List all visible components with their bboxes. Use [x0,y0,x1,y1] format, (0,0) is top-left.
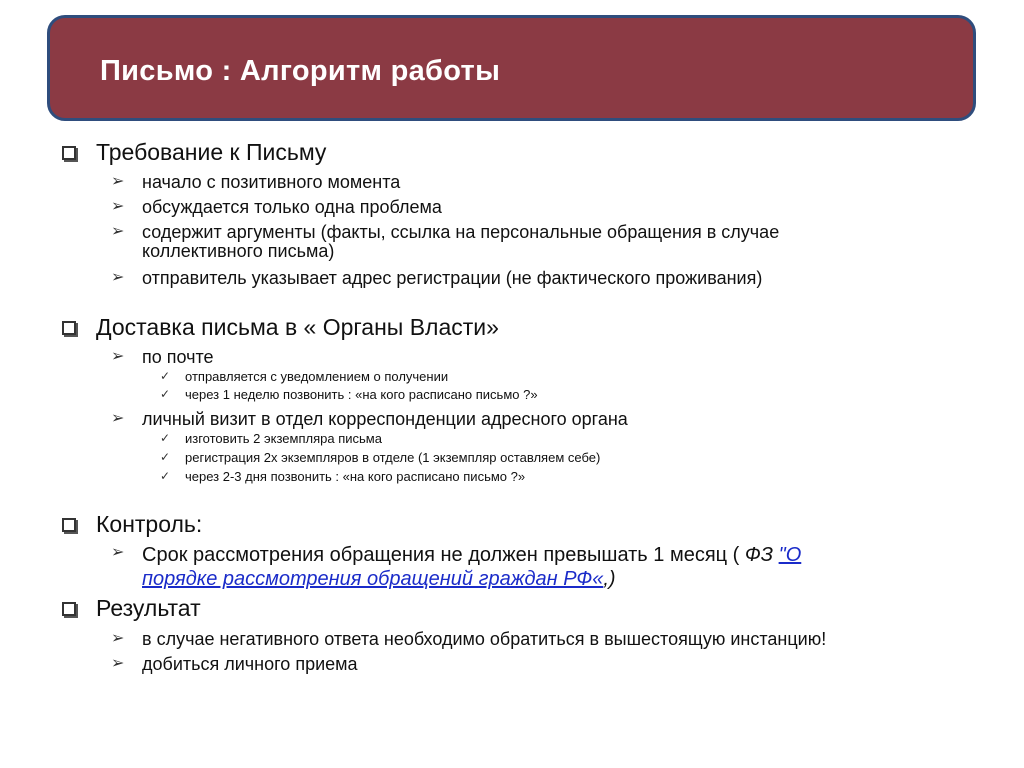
control-text: Срок рассмотрения обращения не должен превышать 1 месяц ( [142,544,745,566]
arrow-bullet-icon: ➢ [111,655,125,672]
arrow-bullet-icon: ➢ [111,630,125,647]
control-text-tail: ,) [603,568,616,590]
arrow-bullet-icon: ➢ [111,269,125,286]
slide-title: Письмо : Алгоритм работы [100,55,501,87]
checkmark-icon: ✓ [160,431,171,445]
checkmark-icon: ✓ [160,369,171,383]
arrow-bullet-icon: ➢ [111,410,125,427]
checkbox-bullet-icon [62,321,76,335]
checkbox-bullet-icon [62,146,76,160]
law-link-start[interactable]: "О [778,544,802,566]
checkmark-icon: ✓ [160,469,171,483]
title-banner [47,15,976,121]
arrow-bullet-icon: ➢ [111,173,125,190]
checkbox-bullet-icon [62,518,76,532]
arrow-bullet-icon: ➢ [111,198,125,215]
arrow-bullet-icon: ➢ [111,223,125,240]
fz-label: ФЗ [744,544,779,566]
checkbox-bullet-icon [62,602,76,616]
checkmark-icon: ✓ [160,450,171,464]
arrow-bullet-icon: ➢ [111,544,125,561]
law-link[interactable]: порядке рассмотрения обращений граждан РФ« [142,568,604,590]
checkmark-icon: ✓ [160,387,171,401]
arrow-bullet-icon: ➢ [111,348,125,365]
